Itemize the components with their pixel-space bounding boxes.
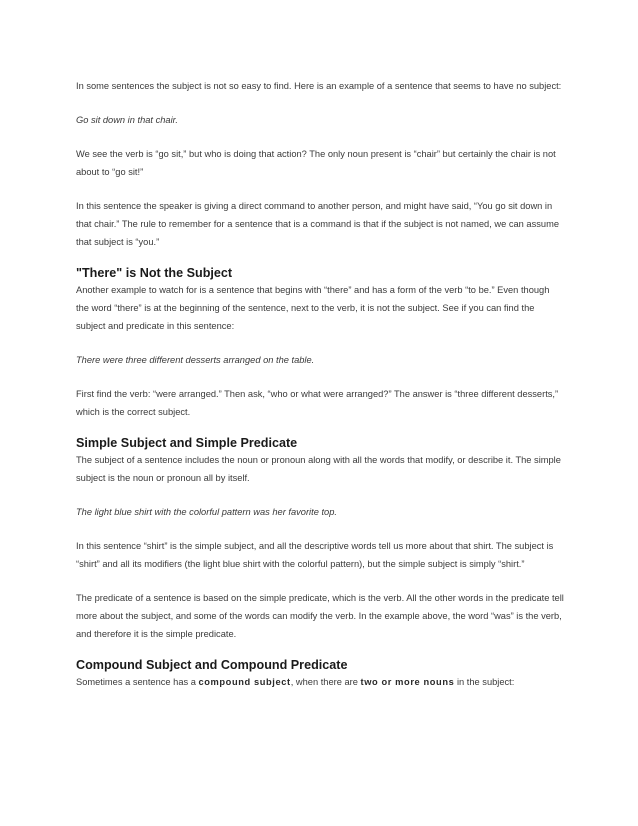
section-heading: Compound Subject and Compound Predicate <box>76 658 348 672</box>
paragraph: In this sentence the speaker is giving a direct command to another person, and might have said, “You go sit down in that chair.” The rule to remember for a sentence that is a command is that if the subject is not named, we can assume that subject is “you.” <box>76 201 559 247</box>
example-sentence: There were three different desserts arranged on the table. <box>76 355 315 365</box>
paragraph-text: , when there are <box>290 677 361 687</box>
section-heading: "There" is Not the Subject <box>76 266 233 280</box>
bold-term: compound subject <box>198 677 291 687</box>
paragraph: We see the verb is “go sit,” but who is doing that action? The only noun present is “chair” but certainly the chair is not about to “go sit!” <box>76 149 556 177</box>
example-sentence: The light blue shirt with the colorful pattern was her favorite top. <box>76 507 337 517</box>
document-body <box>76 77 564 691</box>
paragraph <box>76 673 564 691</box>
paragraph-text: Sometimes a sentence has a <box>76 677 199 687</box>
paragraph: In this sentence “shirt” is the simple subject, and all the descriptive words tell us more about that shirt. The subject is “shirt” and all its modifiers (the light blue shirt with the colorful pattern), but the simple subject is simply “shirt.” <box>76 541 554 569</box>
example-sentence: Go sit down in that chair. <box>76 115 178 125</box>
paragraph: The subject of a sentence includes the noun or pronoun along with all the words that modify, or describe it. The simple subject is the noun or pronoun all by itself. <box>76 455 561 483</box>
paragraph-text: in the subject: <box>454 677 515 687</box>
paragraph: Another example to watch for is a sentence that begins with “there” and has a form of the verb “to be.” Even though the word “there” is at the beginning of the sentence, next to the verb, it is not the subject. See if you can find the subject and predicate in this sentence: <box>76 285 550 331</box>
bold-term: two or more nouns <box>360 677 455 687</box>
section-heading: Simple Subject and Simple Predicate <box>76 436 298 450</box>
paragraph: In some sentences the subject is not so easy to find. Here is an example of a sentence that seems to have no subject: <box>76 81 562 91</box>
paragraph: The predicate of a sentence is based on the simple predicate, which is the verb. All the other words in the predicate tell more about the subject, and some of the words can modify the verb. In the example above, the word “was” is the verb, and therefore it is the simple predicate. <box>76 593 564 639</box>
paragraph: First find the verb: “were arranged.” Then ask, “who or what were arranged?” The answer is “three different desserts,” which is the correct subject. <box>76 389 559 417</box>
